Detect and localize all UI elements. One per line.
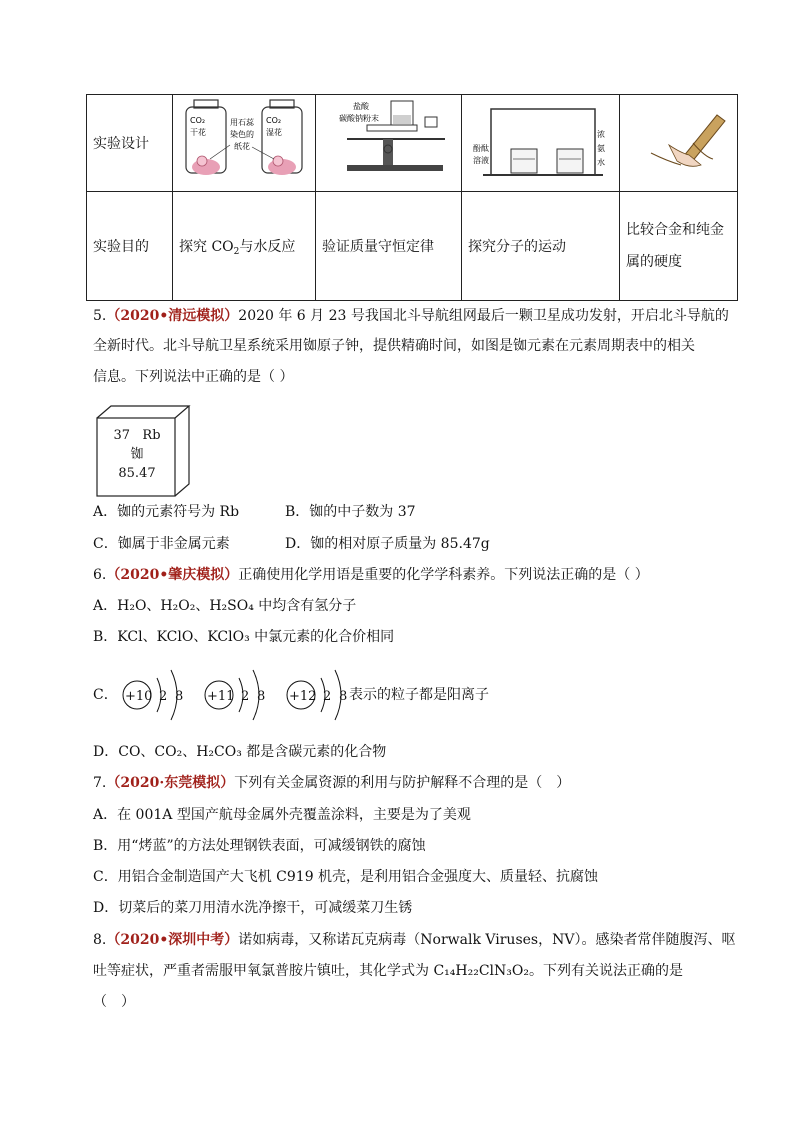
svg-text:氨: 氨: [596, 144, 605, 153]
q5-line1: 5.（2020•清远模拟）2020 年 6 月 23 号我国北斗导航组网最后一颗卫星成功发射，开启北斗导航的: [93, 308, 729, 324]
q5-option-a: A．铷的元素符号为 Rb: [93, 504, 240, 520]
q5-option-d: D．铷的相对原子质量为 85.47g: [285, 536, 490, 552]
svg-text:+12: +12: [289, 689, 317, 704]
element-symbol: Rb: [142, 428, 161, 443]
mass-balance-illustration: [316, 95, 462, 192]
q5-option-c: C．铷属于非金属元素: [93, 536, 230, 552]
q6-option-a: A．H₂O、H₂O₂、H₂SO₄ 中均含有氢分子: [93, 598, 357, 614]
purpose-1: 探究 $CO_2$与水反应: [173, 192, 316, 301]
svg-text:2: 2: [323, 689, 332, 704]
purpose-header: 实验目的: [87, 192, 173, 301]
q6-option-b: B．KCl、KClO、KClO₃ 中氯元素的化合价相同: [93, 629, 395, 645]
q7-option-d: D．切菜后的菜刀用清水洗净擦干，可减缓菜刀生锈: [93, 900, 413, 916]
svg-text:溶液: 溶液: [472, 156, 489, 165]
svg-text:染色的: 染色的: [230, 130, 254, 139]
atomic-number: 37: [113, 428, 130, 443]
co2-flower-illustration: [173, 95, 316, 192]
q8-line3: （ ）: [93, 994, 135, 1010]
q7-option-b: B．用“烤蓝”的方法处理钢铁表面，可减缓钢铁的腐蚀: [93, 838, 426, 854]
svg-text:纸花: 纸花: [234, 142, 250, 151]
atom-structure-diagrams: [117, 660, 357, 730]
purpose-4: 比较合金和纯金 属的硬度: [620, 192, 738, 301]
experiment-table: [86, 94, 738, 301]
molecule-motion-illustration: [462, 95, 620, 192]
design-header: 实验设计: [87, 95, 173, 192]
svg-text:+11: +11: [207, 689, 235, 704]
q6-option-c: C． +10 2 8 +11 2 8 +12 2 8 表示的粒子都是阳离子: [93, 660, 573, 730]
q5-line3: 信息。下列说法中正确的是（ ）: [93, 369, 294, 385]
svg-text:CO₂: CO₂: [190, 116, 206, 125]
q7-stem: 7.（2020·东莞模拟）下列有关金属资源的利用与防护解释不合理的是（ ）: [93, 775, 571, 791]
svg-text:8: 8: [257, 689, 266, 704]
q8-line1: 8.（2020•深圳中考）诺如病毒，又称诺瓦克病毒（Norwalk Viruses，NV）。感染者常伴随腹泻、呕: [93, 932, 736, 948]
q6-option-d: D．CO、CO₂、H₂CO₃ 都是含碳元素的化合物: [93, 744, 387, 760]
q5-option-b: B．铷的中子数为 37: [285, 504, 416, 520]
svg-text:干花: 干花: [190, 128, 206, 137]
q7-option-c: C．用铝合金制造国产大飞机 C919 机壳，是利用铝合金强度大、质量轻、抗腐蚀: [93, 869, 599, 885]
svg-text:碳酸钠粉末: 碳酸钠粉末: [338, 114, 379, 123]
q8-line2: 吐等症状，严重者需服甲氧氯普胺片镇吐，其化学式为 C₁₄H₂₂ClN₃O₂。下列有关说法正确的是: [93, 963, 683, 979]
svg-text:湿花: 湿花: [266, 128, 282, 137]
svg-text:+10: +10: [125, 689, 153, 704]
svg-text:8: 8: [175, 689, 184, 704]
element-name: 铷: [130, 447, 144, 462]
q7-option-a: A．在 001A 型国产航母金属外壳覆盖涂料，主要是为了美观: [93, 807, 471, 823]
svg-text:用石蕊: 用石蕊: [230, 118, 254, 127]
svg-text:2: 2: [159, 689, 168, 704]
svg-text:CO₂: CO₂: [266, 116, 282, 125]
svg-text:水: 水: [596, 158, 605, 167]
q5-line2: 全新时代。北斗导航卫星系统采用铷原子钟，提供精确时间，如图是铷元素在元素周期表中的相关: [93, 338, 695, 354]
svg-text:盐酸: 盐酸: [352, 102, 369, 111]
alloy-scratch-illustration: [620, 95, 738, 192]
svg-text:浓: 浓: [596, 130, 605, 139]
purpose-2: 验证质量守恒定律: [316, 192, 462, 301]
q6-stem: 6.（2020•肇庆模拟）正确使用化学用语是重要的化学学科素养。下列说法正确的是（ ）: [93, 567, 649, 583]
atomic-mass: 85.47: [118, 466, 156, 481]
svg-text:酚酞: 酚酞: [472, 144, 489, 153]
purpose-row: [87, 192, 738, 301]
purpose-3: 探究分子的运动: [462, 192, 620, 301]
design-row: [87, 95, 738, 192]
svg-text:2: 2: [241, 689, 250, 704]
svg-text:8: 8: [339, 689, 348, 704]
